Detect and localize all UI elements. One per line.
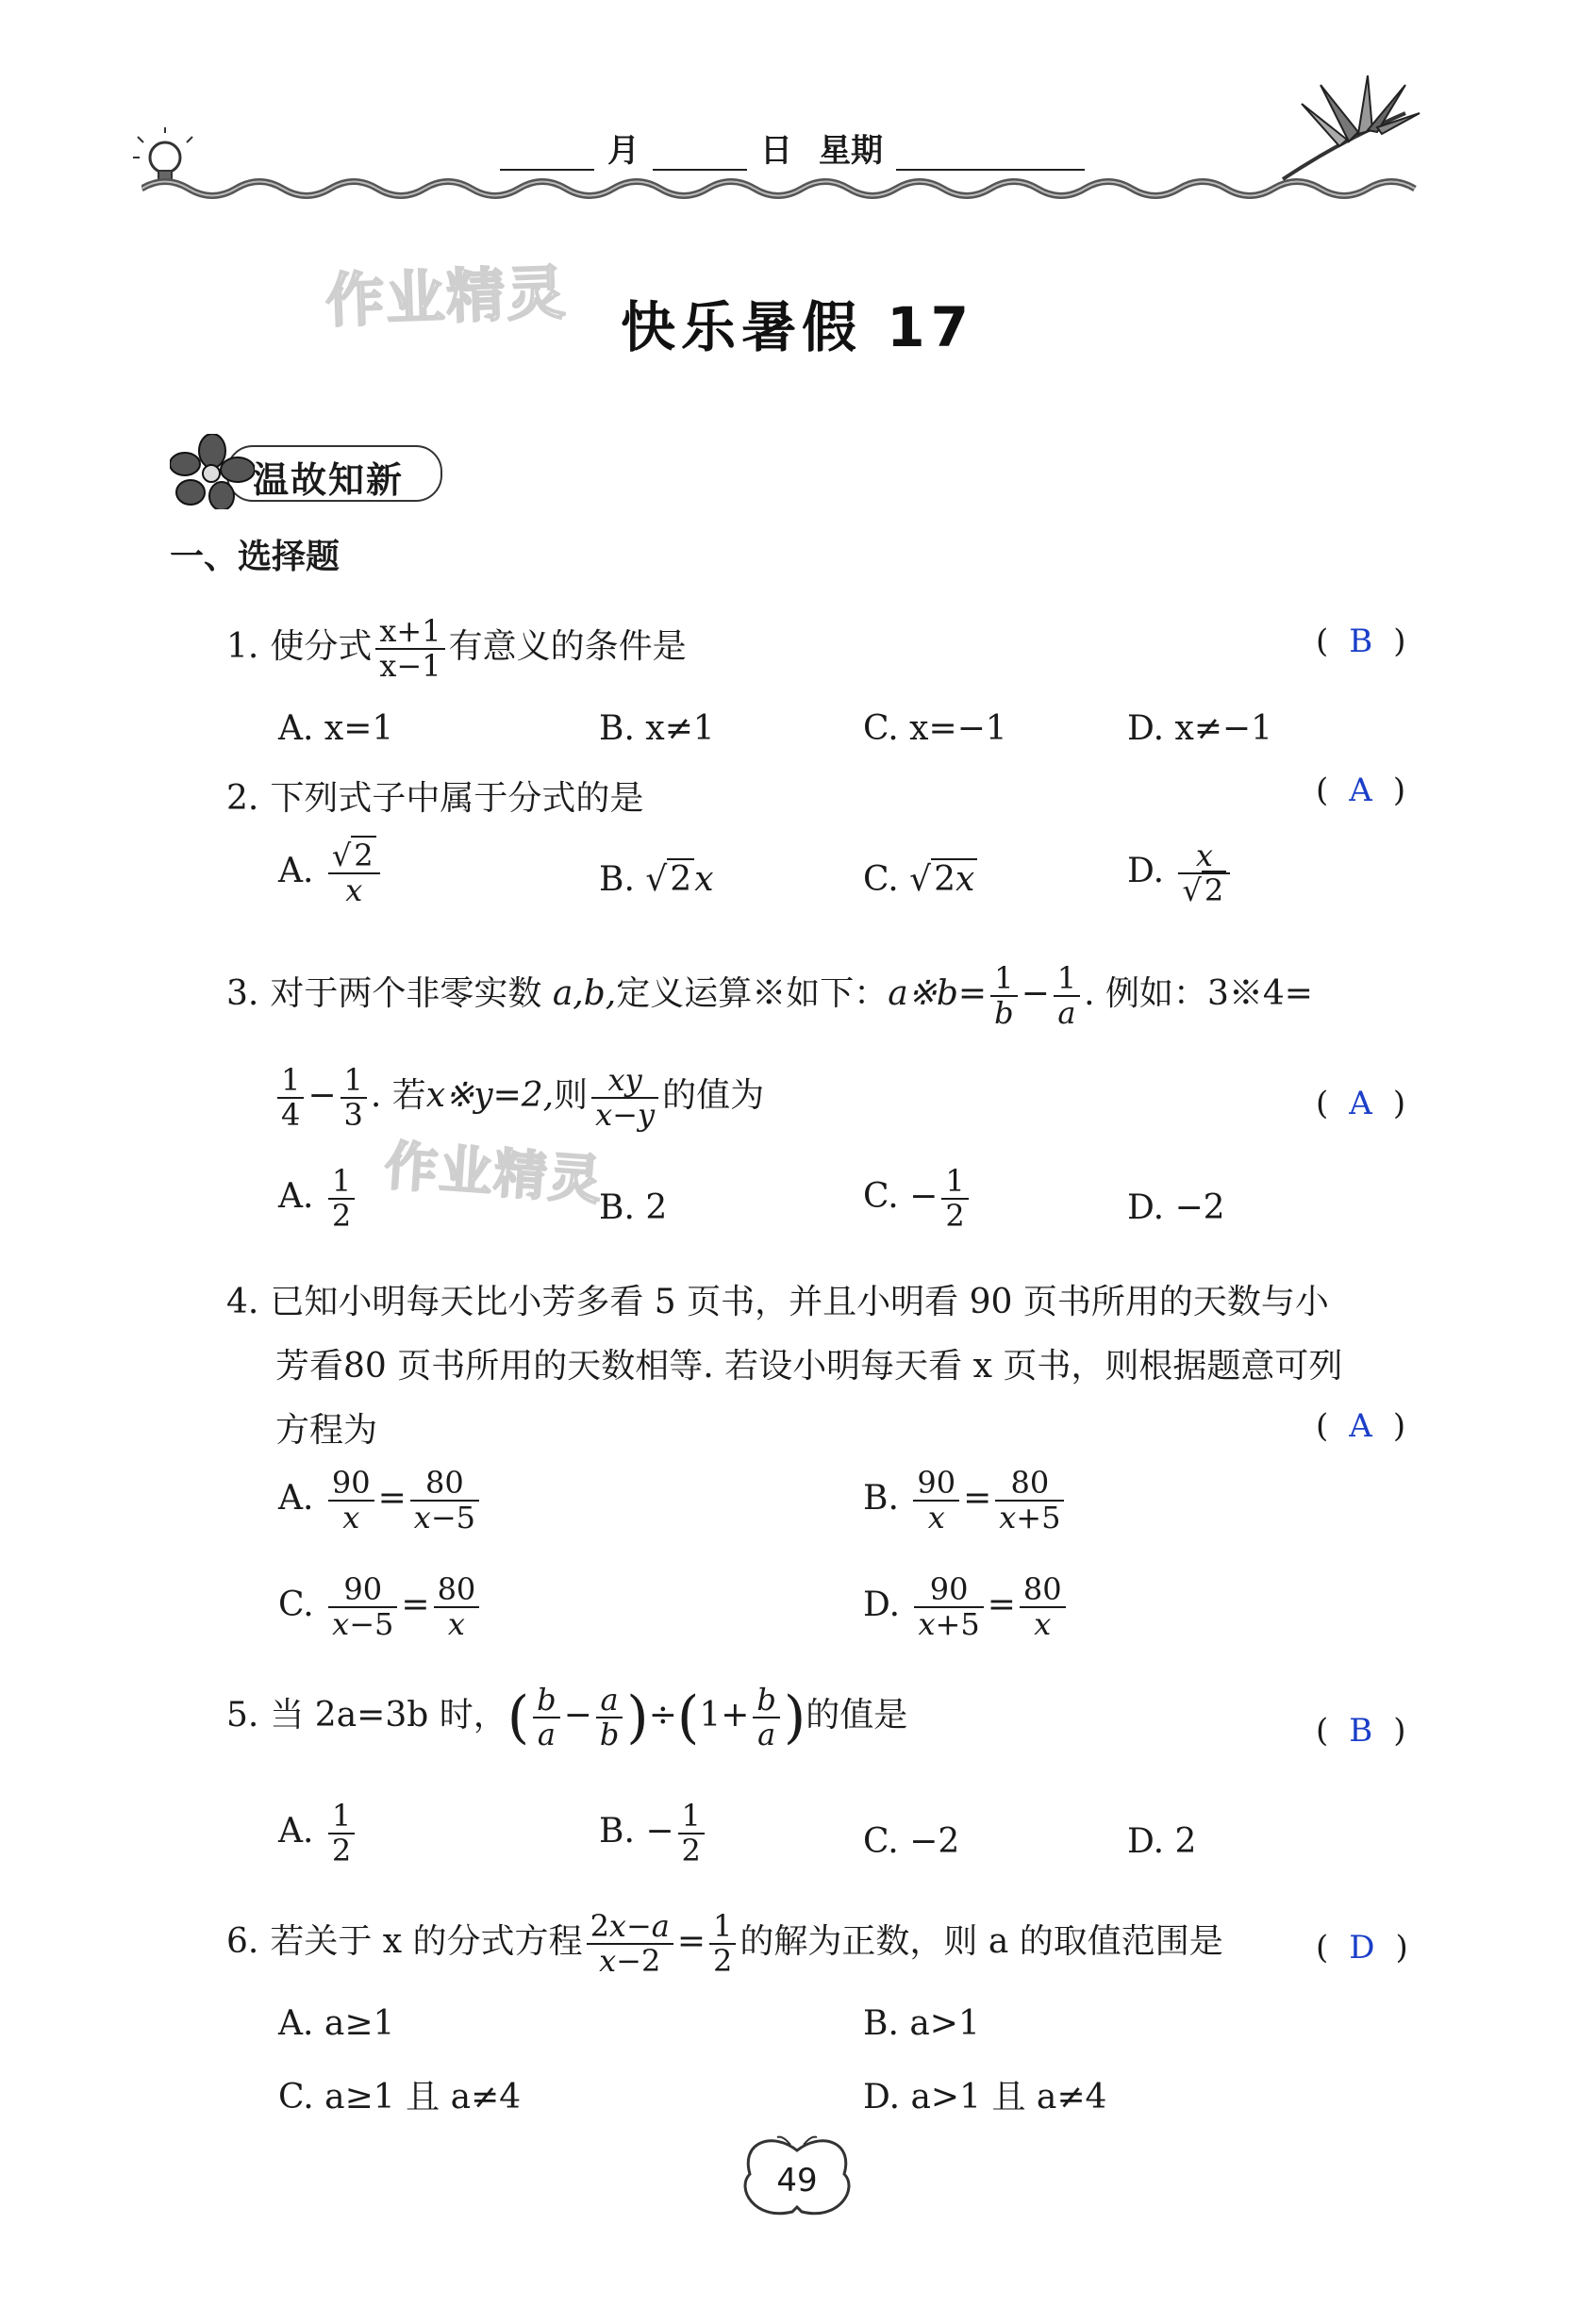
denominator: x−1 [379,648,441,685]
option-d: D. a>1 且 a≠4 [863,2078,1107,2116]
section-badge [170,434,443,506]
numerator: x+1 [375,615,444,650]
question-5: 5. 当 2a=3b 时，( $\frac{b}{a}$ − $\frac{a}{b}$ )÷(1+ $\frac{b}{a}$ )的值是 [226,1682,908,1753]
day-blank [653,139,747,171]
fraction: $\frac{√2}{x}$ [328,839,380,907]
fraction: $\frac{1}{b}$ [990,962,1017,1030]
question-number: 1. [226,627,259,667]
stem-vars: a,b, [552,974,617,1014]
option-label: C. − [863,1177,939,1217]
stem-text: 的值为 [662,1076,765,1116]
question-4-line-3 [275,1403,377,1452]
fraction [375,615,444,683]
page-title: 快乐暑假 17 [621,295,974,359]
question-3-line-1: 3. 对于两个非零实数 a,b,定义运算※如下：a※b= $\frac{1}{b}$ − $\frac{1}{a}$ . 例如：3※4= [226,960,1313,1032]
option-b: B. $\frac{90}{x}$ = $\frac{80}{x+5}$ [863,1467,1068,1535]
answer-6: ( D ) [1316,1929,1408,1967]
option-label: A. [278,852,314,891]
stem-text: 对于两个非零实数 [270,974,542,1014]
stem-text: 若关于 x 的分式方程 [270,1922,583,1962]
stem-text: 方程为 [275,1411,378,1450]
flower-icon [170,434,255,509]
answer-1: ( B ) [1316,622,1406,660]
answer-4: ( A ) [1316,1407,1406,1445]
question-number: 6. [226,1922,259,1962]
question-2 [226,772,643,820]
stem-text: 定义运算※如下： [616,974,889,1014]
option-label: B. [599,860,635,899]
answer-2: ( A ) [1316,772,1406,809]
question-4-line-1 [226,1275,1329,1323]
month-label: 月 [607,132,640,170]
option-b: B. x≠1 [599,709,715,748]
option-label: C. [278,1585,314,1625]
option-c: C. √2x [863,860,977,899]
option-d: D. 2 [1127,1822,1197,1861]
weekday-blank [896,139,1085,171]
option-a: A. $\frac{1}{2}$ [278,1800,358,1868]
fraction: $\frac{xy}{x-y}$ [591,1064,658,1132]
option-a: A. $\frac{90}{x}$ = $\frac{80}{x-5}$ [278,1467,483,1535]
question-stem: 下列式子中属于分式的是 [270,779,644,818]
question-number: 3. [226,974,259,1014]
watermark-top: 作业精灵 [324,257,569,336]
question-number: 5. [226,1696,259,1735]
option-c: C. $\frac{90}{x-5}$ = $\frac{80}{x}$ [278,1573,483,1641]
answer-letter: A [1349,1085,1372,1122]
option-b: B. − $\frac{1}{2}$ [599,1800,708,1868]
option-a [278,1165,358,1233]
option-label: D. [1127,852,1165,891]
answer-letter: A [1349,1407,1372,1445]
day-label: 日 [760,132,792,170]
answer-letter: A [1349,772,1372,809]
stem-text: 的解为正数，则 a 的取值范围是 [739,1922,1223,1962]
option-label: D. [863,1585,901,1625]
option-label: B. [863,1479,899,1519]
option-a: A. x=1 [278,709,394,748]
answer-letter: B [1349,1712,1373,1750]
stem-text: 当 2a=3b 时， [270,1696,507,1735]
option-label: B. − [599,1812,674,1851]
fraction: $\frac{1}{2}$ [941,1165,968,1233]
stem-text: . 例如：3※4= [1084,974,1313,1014]
option-a: A. a≥1 [278,2004,395,2043]
answer-5: ( B ) [1316,1712,1406,1750]
option-d: D. $\frac{90}{x+5}$ = $\frac{80}{x}$ [863,1573,1070,1641]
question-3-line-2: $\frac{1}{4}$ − $\frac{1}{3}$ . 若x※y=2,则 $\frac{xy}{x-y}$ 的值为 [274,1064,764,1132]
question-stem: 使分式 [270,627,373,667]
page-number-badge [736,2132,858,2226]
stem-text: 的值是 [806,1696,908,1735]
fraction: $\frac{1}{a}$ [1054,962,1080,1030]
option-d: D. −2 [1127,1188,1225,1227]
stem-text: . 若 [370,1076,426,1116]
date-line [500,124,1085,171]
month-blank [500,139,594,171]
answer-letter: B [1349,622,1373,660]
fraction: $\frac{1}{4}$ [277,1064,304,1132]
stem-text: 则 [554,1076,589,1116]
stem-expr: a※b= [888,974,988,1014]
bird-of-paradise-flower-icon [1264,75,1424,198]
watermark-middle: 作业精灵 [382,1135,606,1213]
question-number: 2. [226,779,259,818]
option-label: A. [278,1177,314,1217]
question-number: 4. [226,1283,259,1321]
option-d: D. x≠−1 [1127,709,1273,748]
option-c: C. x=−1 [863,709,1007,748]
page-number: 49 [776,2162,818,2200]
part-title: 一、选择题 [170,538,341,576]
option-label: A. [278,1479,314,1519]
option-b: B. 2 [599,1188,668,1227]
fraction: $\frac{x}{√2}$ [1178,839,1230,907]
option-label: A. [278,1812,314,1851]
stem-text: 芳看80 页书所用的天数相等. 若设小明每天看 x 页书，则根据题意可列 [275,1347,1343,1386]
option-c: C. a≥1 且 a≠4 [278,2078,522,2116]
question-1 [226,615,687,683]
question-6: 6. 若关于 x 的分式方程 $\frac{2x-a}{x-2}$ = $\frac{1}{2}$ 的解为正数，则 a 的取值范围是 [226,1908,1223,1980]
question-stem-end: 有意义的条件是 [448,627,687,667]
badge-label: 温故知新 [253,459,405,501]
option-label: C. [863,860,899,899]
option-c: C. −2 [863,1822,960,1861]
option-a [278,839,384,907]
fraction: $\frac{1}{2}$ [328,1165,355,1233]
page-header [141,113,1424,217]
option-b: B. √2x [599,860,714,899]
stem-text: 已知小明每天比小芳多看 5 页书，并且小明看 90 页书所用的天数与小 [270,1283,1329,1321]
option-b: B. a>1 [863,2004,980,2043]
question-4-line-2 [275,1339,1342,1387]
fraction: $\frac{1}{3}$ [341,1064,367,1132]
wavy-divider [141,170,1424,208]
weekday-label: 星期 [819,132,883,170]
option-c [863,1165,972,1233]
answer-3: ( A ) [1316,1085,1406,1122]
answer-letter: D [1349,1929,1375,1967]
option-d [1127,839,1234,907]
stem-expr: x※y=2, [425,1076,555,1116]
